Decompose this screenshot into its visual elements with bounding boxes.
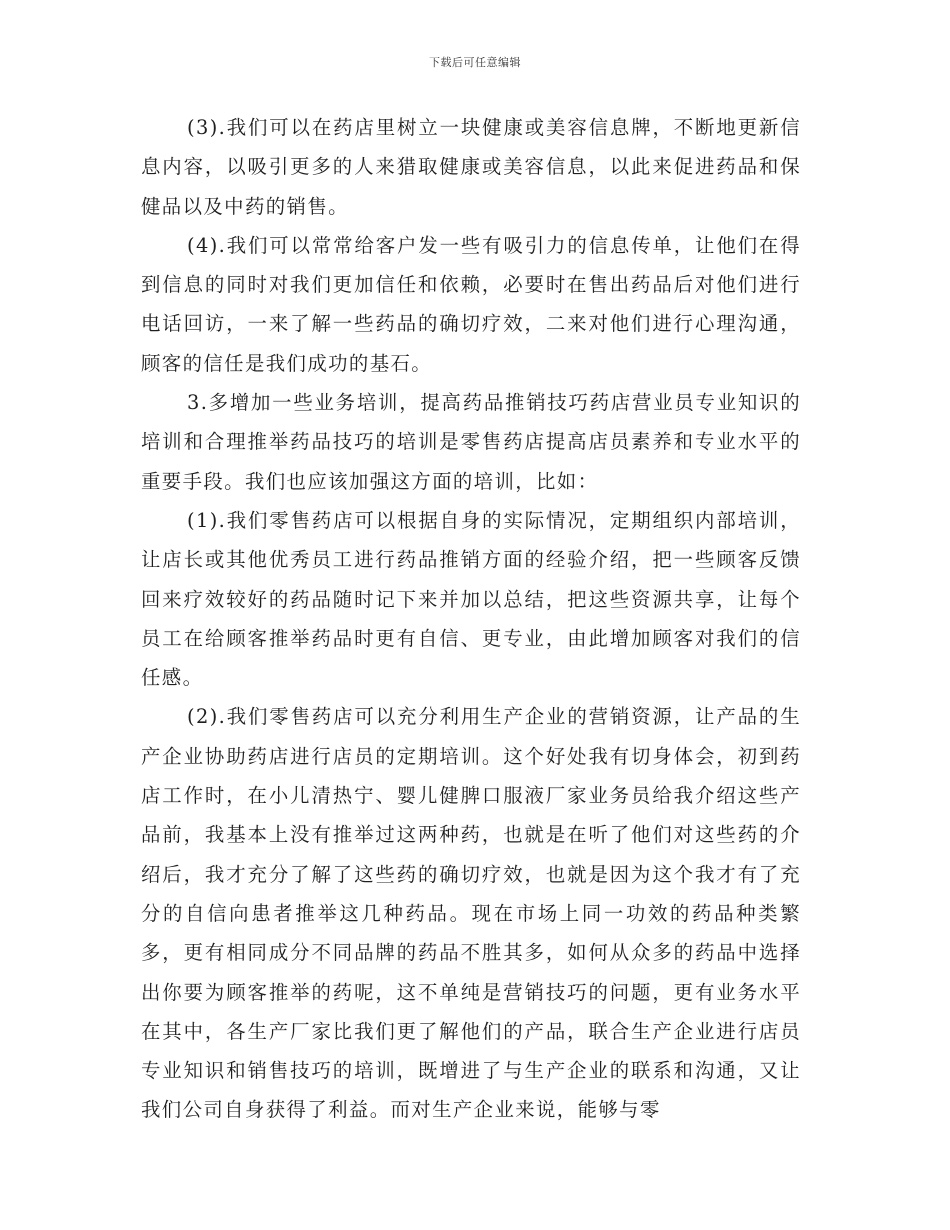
paragraph-3-health-board: (3).我们可以在药店里树立一块健康或美容信息牌，不断地更新信息内容，以吸引更多的人来猎取健康或美容信息，以此来促进药品和保健品以及中药的销售。 bbox=[141, 116, 801, 218]
paragraph-2-manufacturer-training: (2).我们零售药店可以充分利用生产企业的营销资源，让产品的生产企业协助药店进行店员的定期培训。这个好处我有切身体会，初到药店工作时，在小儿清热宁、婴儿健脾口服液厂家业务员给我介绍这些产品前，我基本上没有推举过这两种药，也就是在听了他们对这些药的介绍后，我才充分了解了这些药的确切疗效，也就是因为这个我才有了充分的自信向患者推举这几种药品。现在市场上同一功效的药品种类繁多，更有相同成分不同品牌的药品不胜其多，如何从众多的药品中选择出你要为顾客推举的药呢，这不单纯是营销技巧的问题，更有业务水平在其中，各生产厂家比我们更了解他们的产品，联合生产企业进行店员专业知识和销售技巧的培训，既增进了与生产企业的联系和沟通，又让我们公司自身获得了利益。而对生产企业来说，能够与零 bbox=[141, 705, 801, 1122]
document-body bbox=[141, 108, 801, 1130]
page-header: 下载后可任意编辑 bbox=[429, 56, 521, 69]
paragraph-training-section: 3.多增加一些业务培训，提高药品推销技巧药店营业员专业知识的培训和合理推举药品技巧的培训是零售药店提高店员素养和专业水平的重要手段。我们也应该加强这方面的培训，比如： bbox=[141, 391, 801, 493]
paragraph-4-flyers: (4).我们可以常常给客户发一些有吸引力的信息传单，让他们在得到信息的同时对我们更加信任和依赖，必要时在售出药品后对他们进行电话回访，一来了解一些药品的确切疗效，二来对他们进行心理沟通，顾客的信任是我们成功的基石。 bbox=[141, 233, 801, 375]
paragraph-1-internal-training: (1).我们零售药店可以根据自身的实际情况，定期组织内部培训，让店长或其他优秀员工进行药品推销方面的经验介绍，把一些顾客反馈回来疗效较好的药品随时记下来并加以总结，把这些资源共享，让每个员工在给顾客推举药品时更有自信、更专业，由此增加顾客对我们的信任感。 bbox=[141, 508, 801, 690]
